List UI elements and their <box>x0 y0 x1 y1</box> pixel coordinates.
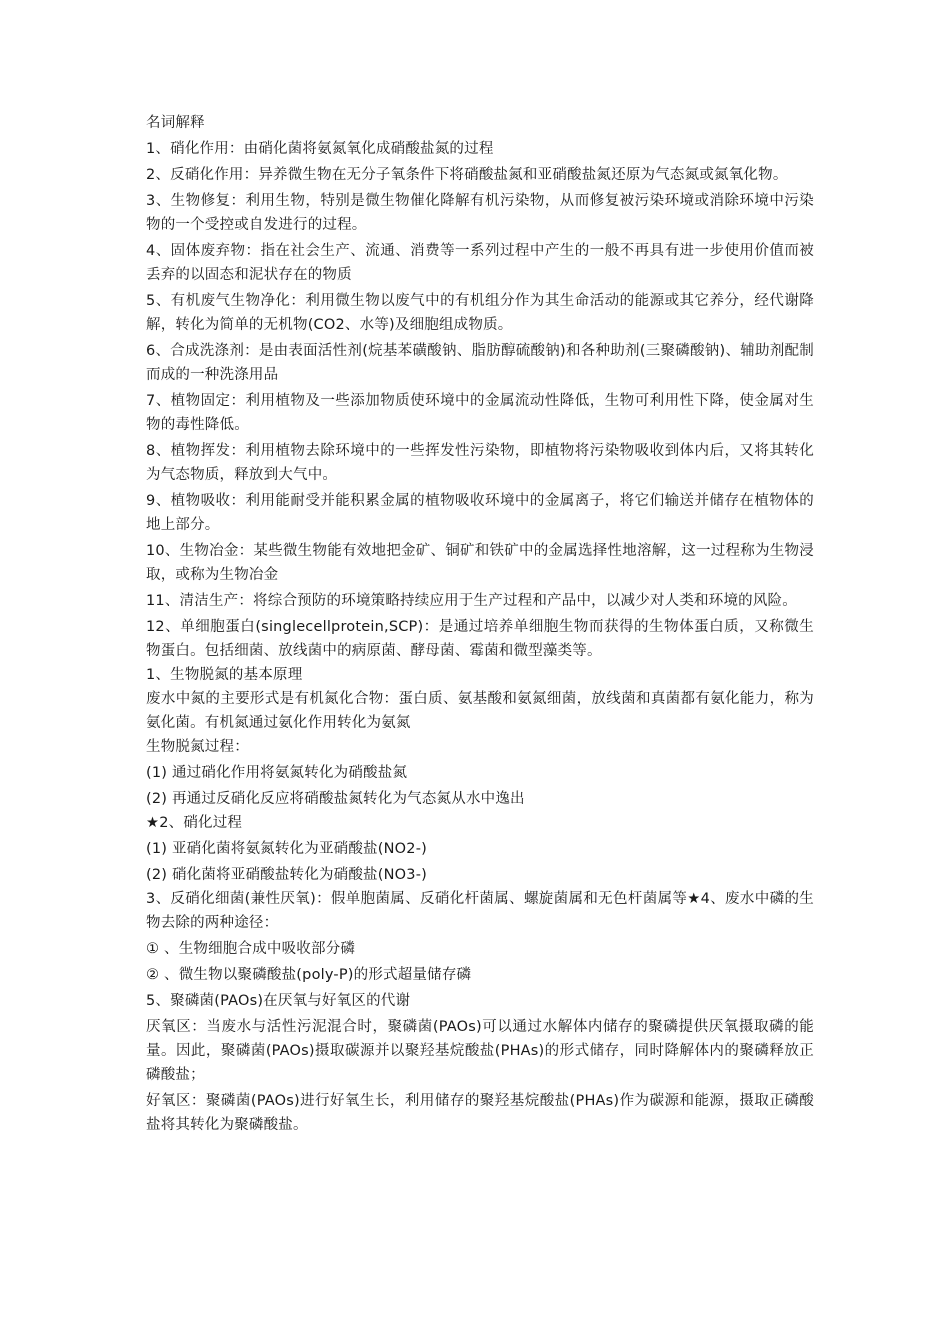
definition-phytostabilization: 7、植物固定：利用植物及一些添加物质使环境中的金属流动性降低，生物可利用性下降，使金属对生物的毒性降低。 <box>146 393 814 433</box>
definition-nitrification: 1、硝化作用：由硝化菌将氨氮氧化成硝酸盐氮的过程 <box>146 141 494 157</box>
definition-phytoextraction: 9、植物吸收：利用能耐受并能积累金属的植物吸收环境中的金属离子，将它们输送并储存在植物体的地上部分。 <box>146 493 814 533</box>
list-item-phosphorus-uptake: ① 、生物细胞合成中吸收部分磷 <box>146 941 356 957</box>
list-item-nitrite-bacteria: (1) 亚硝化菌将氨氮转化为亚硝酸盐(NO2-) <box>146 841 427 857</box>
list-item-denitrification-step: (2) 再通过反硝化反应将硝酸盐氮转化为气态氮从水中逸出 <box>146 791 525 807</box>
definition-solid-waste: 4、固体废弃物：指在社会生产、流通、消费等一系列过程中产生的一般不再具有进一步使用价值而被丢弃的以固态和泥状存在的物质 <box>146 243 814 283</box>
definition-biometallurgy: 10、生物冶金：某些微生物能有效地把金矿、铜矿和铁矿中的金属选择性地溶解，这一过程称为生物浸取，或称为生物冶金 <box>146 543 814 583</box>
paragraph-anaerobic-zone: 厌氧区：当废水与活性污泥混合时，聚磷菌(PAOs)可以通过水解体内储存的聚磷提供厌氧摄取磷的能量。因此，聚磷菌(PAOs)摄取碳源并以聚羟基烷酸盐(PHAs)的形式储存，同时降解体内的聚磷释放正磷酸盐； <box>146 1019 814 1083</box>
definition-bioremediation: 3、生物修复：利用生物，特别是微生物催化降解有机污染物，从而修复被污染环境或消除环境中污染物的一个受控或自发进行的过程。 <box>146 193 814 233</box>
definition-single-cell-protein: 12、单细胞蛋白(singlecellprotein,SCP)：是通过培养单细胞生物而获得的生物体蛋白质，又称微生物蛋白。包括细菌、放线菌中的病原菌、酵母菌、霉菌和微型藻类等。 <box>146 619 814 659</box>
document-heading: 名词解释 <box>146 115 205 131</box>
section-pao-metabolism: 5、聚磷菌(PAOs)在厌氧与好氧区的代谢 <box>146 993 411 1009</box>
list-item-polyphosphate-storage: ② 、微生物以聚磷酸盐(poly-P)的形式超量储存磷 <box>146 967 472 983</box>
definition-synthetic-detergent: 6、合成洗涤剂：是由表面活性剂(烷基苯磺酸钠、脂肪醇硫酸钠)和各种助剂(三聚磷酸钠)、辅助剂配制而成的一种洗涤用品 <box>146 343 814 383</box>
definition-cleaner-production: 11、清洁生产：将综合预防的环境策略持续应用于生产过程和产品中，以减少对人类和环境的风险。 <box>146 593 797 609</box>
document-body <box>146 111 814 1139</box>
definition-denitrification: 2、反硝化作用：异养微生物在无分子氧条件下将硝酸盐氮和亚硝酸盐氮还原为气态氮或氮氧化物。 <box>146 167 788 183</box>
section-nitrification-process: ★2、硝化过程 <box>146 815 243 831</box>
definition-waste-gas-purification: 5、有机废气生物净化：利用微生物以废气中的有机组分作为其生命活动的能源或其它养分，经代谢降解，转化为简单的无机物(CO2、水等)及细胞组成物质。 <box>146 293 814 333</box>
list-item-nitrification-step: (1) 通过硝化作用将氨氮转化为硝酸盐氮 <box>146 765 408 781</box>
list-item-nitrate-bacteria: (2) 硝化菌将亚硝酸盐转化为硝酸盐(NO3-) <box>146 867 427 883</box>
definition-phytovolatilization: 8、植物挥发：利用植物去除环境中的一些挥发性污染物，即植物将污染物吸收到体内后，又将其转化为气态物质，释放到大气中。 <box>146 443 814 483</box>
paragraph-aerobic-zone: 好氧区：聚磷菌(PAOs)进行好氧生长，利用储存的聚羟基烷酸盐(PHAs)作为碳源和能源，摄取正磷酸盐将其转化为聚磷酸盐。 <box>146 1093 814 1133</box>
paragraph-organic-nitrogen: 废水中氮的主要形式是有机氮化合物：蛋白质、氨基酸和氨氮细菌，放线菌和真菌都有氨化能力，称为氨化菌。有机氮通过氨化作用转化为氨氮 <box>146 691 814 731</box>
paragraph-denitrifying-bacteria: 3、反硝化细菌(兼性厌氧)：假单胞菌属、反硝化杆菌属、螺旋菌属和无色杆菌属等★4、废水中磷的生物去除的两种途径： <box>146 891 814 931</box>
section-nitrogen-removal-principle: 1、生物脱氮的基本原理 <box>146 667 303 683</box>
paragraph-denitrification-process: 生物脱氮过程： <box>146 739 249 755</box>
